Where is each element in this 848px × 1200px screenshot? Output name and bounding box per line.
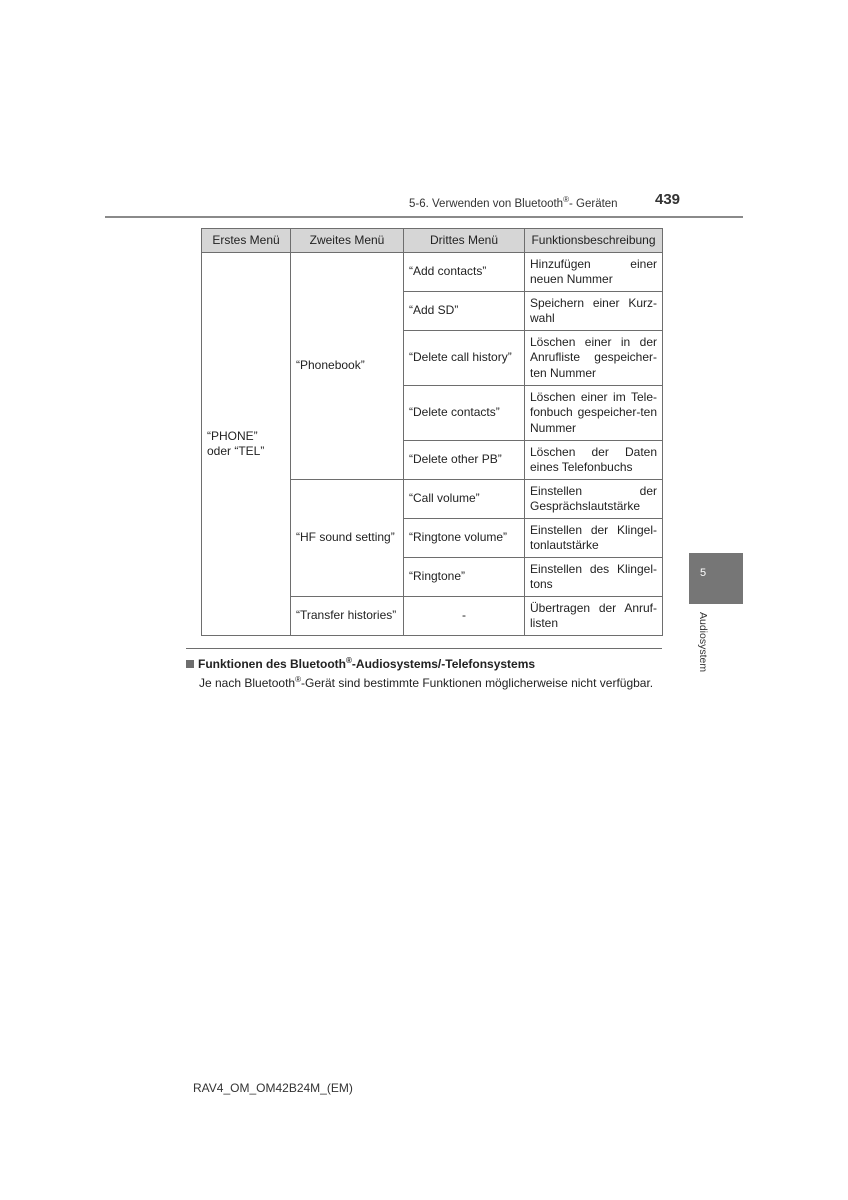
third-menu-cell: “Delete contacts” (404, 386, 525, 441)
description-cell: Löschen einer im Tele-fonbuch gespeicher-ten Nummer (525, 386, 663, 441)
third-menu-cell: “Ringtone volume” (404, 519, 525, 558)
chapter-tab (689, 553, 743, 604)
header-divider (105, 216, 743, 218)
registered-mark: ® (295, 675, 301, 684)
table-bottom-divider (186, 648, 662, 649)
chapter-number: 5 (699, 567, 707, 579)
first-menu-cell: “PHONE” oder “TEL” (202, 253, 291, 636)
third-menu-cell: “Add contacts” (404, 253, 525, 292)
description-cell: Löschen der Daten eines Telefonbuchs (525, 441, 663, 480)
column-header: Zweites Menü (291, 229, 404, 253)
section-heading (186, 656, 535, 671)
third-menu-cell: “Ringtone” (404, 558, 525, 597)
section-body-text (199, 675, 653, 690)
description-cell: Einstellen der Gesprächslautstärke (525, 480, 663, 519)
description-cell: Einstellen der Klingel-tonlautstärke (525, 519, 663, 558)
header-title-suffix: - Geräten (569, 197, 618, 210)
section-text-end: -Gerät sind bestimmte Funktionen möglicherweise nicht verfügbar. (300, 676, 654, 690)
description-cell: Einstellen des Klingel-tons (525, 558, 663, 597)
description-cell: Hinzufügen einer neuen Nummer (525, 253, 663, 292)
third-menu-cell: “Add SD” (404, 292, 525, 331)
description-cell: Speichern einer Kurz-wahl (525, 292, 663, 331)
second-menu-cell: “HF sound setting” (291, 480, 404, 597)
column-header: Drittes Menü (404, 229, 525, 253)
section-text-start: Je nach Bluetooth (199, 676, 296, 690)
header-title-text: 5-6. Verwenden von Bluetooth (409, 197, 564, 210)
menu-table (201, 228, 663, 636)
page-header-title (409, 195, 618, 210)
registered-mark: ® (563, 195, 569, 204)
footer-document-code: RAV4_OM_OM42B24M_(EM) (193, 1081, 353, 1095)
section-heading-text: Funktionen des Bluetooth (198, 657, 346, 671)
table-row (202, 253, 663, 292)
third-menu-cell: “Delete other PB” (404, 441, 525, 480)
description-cell: Löschen einer in der Anrufliste gespeicher-ten Nummer (525, 331, 663, 386)
column-header: Erstes Menü (202, 229, 291, 253)
registered-mark: ® (346, 656, 352, 665)
page-number: 439 (655, 191, 681, 208)
table-header-row (202, 229, 663, 253)
chapter-label: Audiosystem (697, 612, 709, 673)
third-menu-cell: “Call volume” (404, 480, 525, 519)
menu-table-container (201, 228, 663, 636)
third-menu-cell: - (404, 597, 525, 636)
third-menu-cell: “Delete call history” (404, 331, 525, 386)
square-bullet-icon (186, 660, 194, 668)
second-menu-cell: “Transfer histories” (291, 597, 404, 636)
column-header: Funktionsbeschreibung (525, 229, 663, 253)
description-cell: Übertragen der Anruf-listen (525, 597, 663, 636)
section-heading-suffix: -Audiosystems/-Telefonsystems (351, 657, 536, 671)
second-menu-cell: “Phonebook” (291, 253, 404, 480)
